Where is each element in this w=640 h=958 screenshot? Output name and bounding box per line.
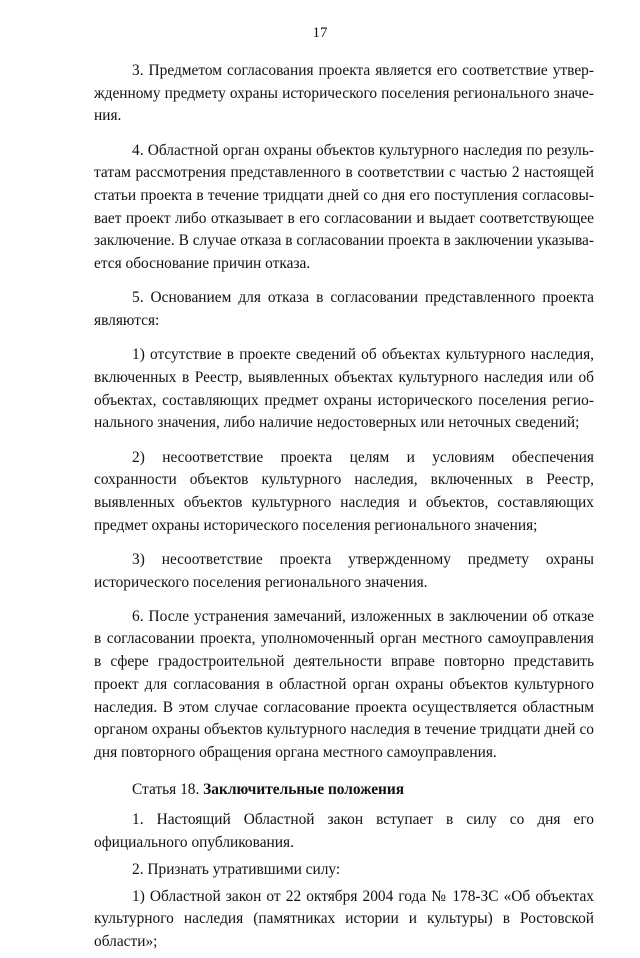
subparagraph-5-2: 2) несоответствие проекта целям и условиям обеспечения сохранности объектов культурного наследия, включенных в Реестр, выявленных объектов культурного наследия и объектов, составляющих предмет охраны исторического поселения регионального значения; xyxy=(94,448,594,534)
final-paragraph-1: 1. Настоящий Областной закон вступает в силу со дня его официального опубликования. xyxy=(94,811,594,852)
document-body xyxy=(94,60,594,958)
page-number: 17 xyxy=(312,25,328,41)
article-number: Статья 18. xyxy=(132,780,204,798)
paragraph-item-3: 3. Предметом согласования проекта является его соответствие утвержденному предмету охраны исторического поселения регионального значения. xyxy=(94,62,594,125)
paragraph-item-5: 5. Основанием для отказа в согласовании представленного проекта являются: xyxy=(94,289,594,330)
paragraph-item-4: 4. Областной орган охраны объектов культурного наследия по результатам рассмотрения представленного в соответствии с частью 2 настоящей статьи проекта в течение тридцати дней со дня его поступления согласовывает проект либо отказывает в его согласовании и выдает соответствующее заключение. В случае отказа в согласовании проекта в заключении указывается обоснование причин отказа. xyxy=(94,141,594,273)
subparagraph-5-3: 3) несоответствие проекта утвержденному предмету охраны исторического поселения регионального значения. xyxy=(94,550,594,591)
final-paragraph-2-1: 1) Областной закон от 22 октября 2004 года № 178-ЗС «Об объектах культурного наследия (памятниках истории и культуры) в Ростовской области»; xyxy=(94,887,594,950)
paragraph-item-6: 6. После устранения замечаний, изложенных в заключении об отказе в согласовании проекта, уполномоченный орган местного самоуправления в сфере градостроительной деятельности вправе повторно представить проект для согласования в областной орган охраны объектов культурного наследия. В этом случае согласование проекта осуществляется областным органом охраны объектов культурного наследия в течение тридцати дней со дня повторного обращения органа местного самоуправления. xyxy=(94,607,594,761)
final-paragraph-2: 2. Признать утратившими силу: xyxy=(132,860,341,878)
article-title: Заключительные положения xyxy=(203,780,405,798)
article-heading xyxy=(94,779,594,802)
subparagraph-5-1: 1) отсутствие в проекте сведений об объектах культурного наследия, включенных в Реестр, выявленных объектах культурного наследия или об объектах, составляющих предмет охраны исторического поселения регионального значения, либо наличие недостоверных или неточных сведений; xyxy=(94,346,594,432)
